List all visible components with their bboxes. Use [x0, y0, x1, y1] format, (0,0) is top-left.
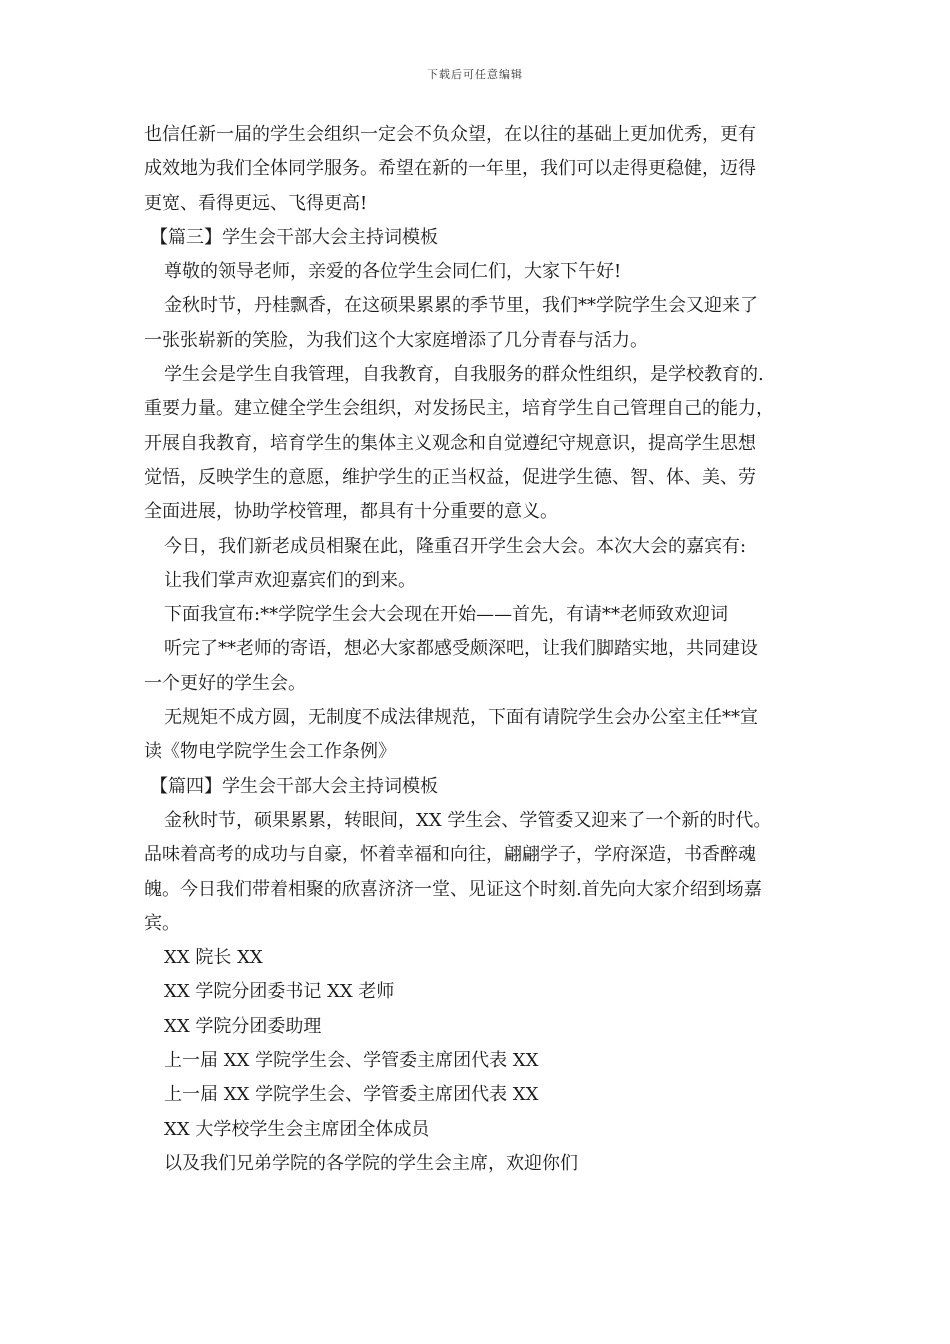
paragraph-line: 学生会是学生自我管理，自我教育，自我服务的群众性组织，是学校教育的. [164, 364, 764, 386]
paragraph-line: 魄。今日我们带着相聚的欣喜济济一堂、见证这个时刻.首先向大家介绍到场嘉 [144, 878, 762, 900]
paragraph-line: XX 大学校学生会主席团全体成员 [164, 1118, 430, 1140]
paragraph-line: 金秋时节，硕果累累，转眼间，XX 学生会、学管委又迎来了一个新的时代。 [164, 809, 772, 831]
paragraph-line: XX 学院分团委书记 XX 老师 [164, 981, 395, 1003]
paragraph-line: 无规矩不成方圆，无制度不成法律规范，下面有请院学生会办公室主任**宣 [164, 707, 758, 729]
paragraph-line: 以及我们兄弟学院的各学院的学生会主席，欢迎你们 [164, 1152, 578, 1174]
paragraph-line: 今日，我们新老成员相聚在此，隆重召开学生会大会。本次大会的嘉宾有: [164, 535, 747, 557]
paragraph-line: 读《物电学院学生会工作条例》 [144, 741, 396, 763]
paragraph-line: XX 院长 XX [164, 947, 263, 969]
paragraph-line: 重要力量。建立健全学生会组织，对发扬民主，培育学生自己管理自己的能力， [144, 398, 774, 420]
paragraph-line: 觉悟，反映学生的意愿，维护学生的正当权益，促进学生德、智、体、美、劳 [144, 466, 756, 488]
paragraph-line: 下面我宣布:**学院学生会大会现在开始——首先，有请**老师致欢迎词 [164, 604, 729, 626]
paragraph-line: 成效地为我们全体同学服务。希望在新的一年里，我们可以走得更稳健，迈得 [144, 158, 756, 180]
paragraph-line: 让我们掌声欢迎嘉宾们的到来。 [164, 569, 416, 591]
paragraph-line: 尊敬的领导老师，亲爱的各位学生会同仁们，大家下午好! [164, 261, 622, 283]
document-body [144, 118, 820, 1181]
paragraph-line: 开展自我教育，培育学生的集体主义观念和自觉遵纪守规意识，提高学生思想 [144, 432, 756, 454]
section-heading: 【篇四】学生会干部大会主持词模板 [150, 775, 438, 797]
paragraph-line: 品味着高考的成功与自豪，怀着幸福和向往，翩翩学子，学府深造，书香醉魂 [144, 844, 756, 866]
section-heading: 【篇三】学生会干部大会主持词模板 [150, 226, 438, 248]
paragraph-line: 金秋时节，丹桂飘香，在这硕果累累的季节里，我们**学院学生会又迎来了 [164, 295, 758, 317]
paragraph-line: 听完了**老师的寄语，想必大家都感受颇深吧，让我们脚踏实地，共同建设 [164, 638, 758, 660]
paragraph-line: 上一届 XX 学院学生会、学管委主席团代表 XX [164, 1050, 539, 1072]
paragraph-line: 一张张崭新的笑脸，为我们这个大家庭增添了几分青春与活力。 [144, 329, 648, 351]
paragraph-line: 更宽、看得更远、飞得更高! [144, 192, 368, 214]
paragraph-line: 也信任新一届的学生会组织一定会不负众望，在以往的基础上更加优秀，更有 [144, 124, 756, 145]
paragraph-line: 上一届 XX 学院学生会、学管委主席团代表 XX [164, 1084, 539, 1106]
paragraph-line: 宾。 [144, 912, 180, 934]
paragraph-line: XX 学院分团委助理 [164, 1015, 322, 1037]
page-header: 下载后可任意编辑 [427, 68, 523, 81]
paragraph-line: 全面进展，协助学校管理，都具有十分重要的意义。 [144, 501, 558, 523]
paragraph-line: 一个更好的学生会。 [144, 672, 306, 694]
